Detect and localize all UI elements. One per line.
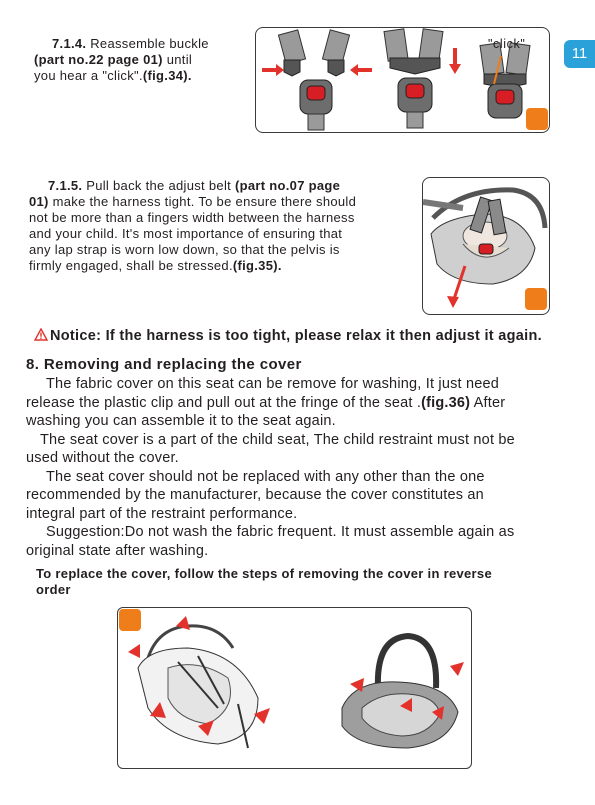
buckle-open-icon	[262, 30, 372, 130]
step-7-1-5-line-6: firmly engaged, shall be stressed.	[29, 258, 233, 273]
step-7-1-4	[34, 36, 256, 84]
step-7-1-4-text-until: until	[162, 52, 193, 67]
fig-35-orange-tag	[525, 288, 547, 310]
step-7-1-5-part-ref: (part no.07 page	[234, 178, 341, 193]
step-7-1-4-part-ref: (part no.22 page 01)	[34, 52, 163, 67]
p2-line-1: The seat cover is a part of the child seat, The child restraint must not be	[40, 431, 515, 448]
step-7-1-4-text: Reassemble buckle	[86, 36, 209, 51]
p1-line-2: release the plastic clip and pull out at the fringe of the seat .	[26, 394, 422, 411]
section-8-title: 8. Removing and replacing the cover	[26, 356, 302, 373]
step-7-1-4-click-text: you hear a "click".	[34, 68, 143, 83]
step-7-1-4-fig-ref: (fig.34).	[142, 68, 192, 83]
seat-cover-removal-icon	[128, 616, 270, 748]
buckle-clicked-icon	[480, 43, 530, 118]
buckle-insert-icon	[384, 29, 461, 128]
p1-line-3: washing you can assemble it to the seat again.	[26, 413, 336, 429]
step-7-1-5-text: Pull back the adjust belt	[82, 178, 235, 193]
figure-35	[422, 177, 550, 315]
replace-note-line-1: To replace the cover, follow the steps of removing the cover in reverse	[36, 566, 492, 581]
step-7-1-5-line-4: and your child. It's most importance of ensuring that	[29, 226, 343, 241]
seat-carrier-icon	[342, 636, 464, 748]
p1-fig-ref: (fig.36)	[421, 394, 471, 411]
step-7-1-5-line-2: make the harness tight. To be ensure there should	[48, 194, 357, 209]
fig-34-orange-tag	[526, 108, 548, 130]
replace-cover-note	[36, 566, 556, 598]
p4-line-2: original state after washing.	[26, 542, 209, 559]
p3-line-3: integral part of the restraint performance.	[26, 505, 298, 522]
replace-note-line-2: order	[36, 582, 71, 597]
p3-line-1: The seat cover should not be replaced with any other than the one	[46, 468, 485, 485]
figure-34	[255, 27, 550, 133]
cover-removal-illustration	[118, 608, 471, 768]
notice	[34, 328, 579, 344]
step-7-1-5	[29, 178, 404, 274]
p3-line-2: recommended by the manufacturer, because the cover constitutes an	[26, 487, 484, 503]
step-7-1-4-number: 7.1.4.	[52, 36, 87, 51]
fig-36-orange-tag	[119, 609, 141, 631]
notice-text: Notice: If the harness is too tight, please relax it then adjust it again.	[50, 328, 542, 344]
step-7-1-5-line-5: any lap strap is worn low down, so that the pelvis is	[29, 242, 340, 257]
page-number-tab: 11	[564, 40, 595, 68]
red-arrow-icon	[128, 644, 140, 658]
step-7-1-5-number: 7.1.5.	[48, 178, 83, 193]
step-7-1-5-line-3: not be more than a fingers width between the harness	[29, 210, 355, 225]
red-arrow-icon	[450, 662, 464, 676]
p1-line-1: The fabric cover on this seat can be remove for washing, It just need	[46, 376, 500, 392]
step-7-1-5-fig-ref: (fig.35).	[232, 258, 282, 273]
p2-line-2: used without the cover.	[26, 450, 179, 466]
figure-36	[117, 607, 472, 769]
click-label: "click"	[488, 37, 526, 51]
p1-line-2-end: After	[470, 394, 506, 411]
p4-line-1: Suggestion:Do not wash the fabric frequent. It must assemble again as	[46, 524, 515, 540]
step-7-1-5-part-ref-end: 01)	[29, 194, 49, 209]
section-8-body	[26, 375, 568, 560]
warning-icon	[34, 328, 48, 341]
